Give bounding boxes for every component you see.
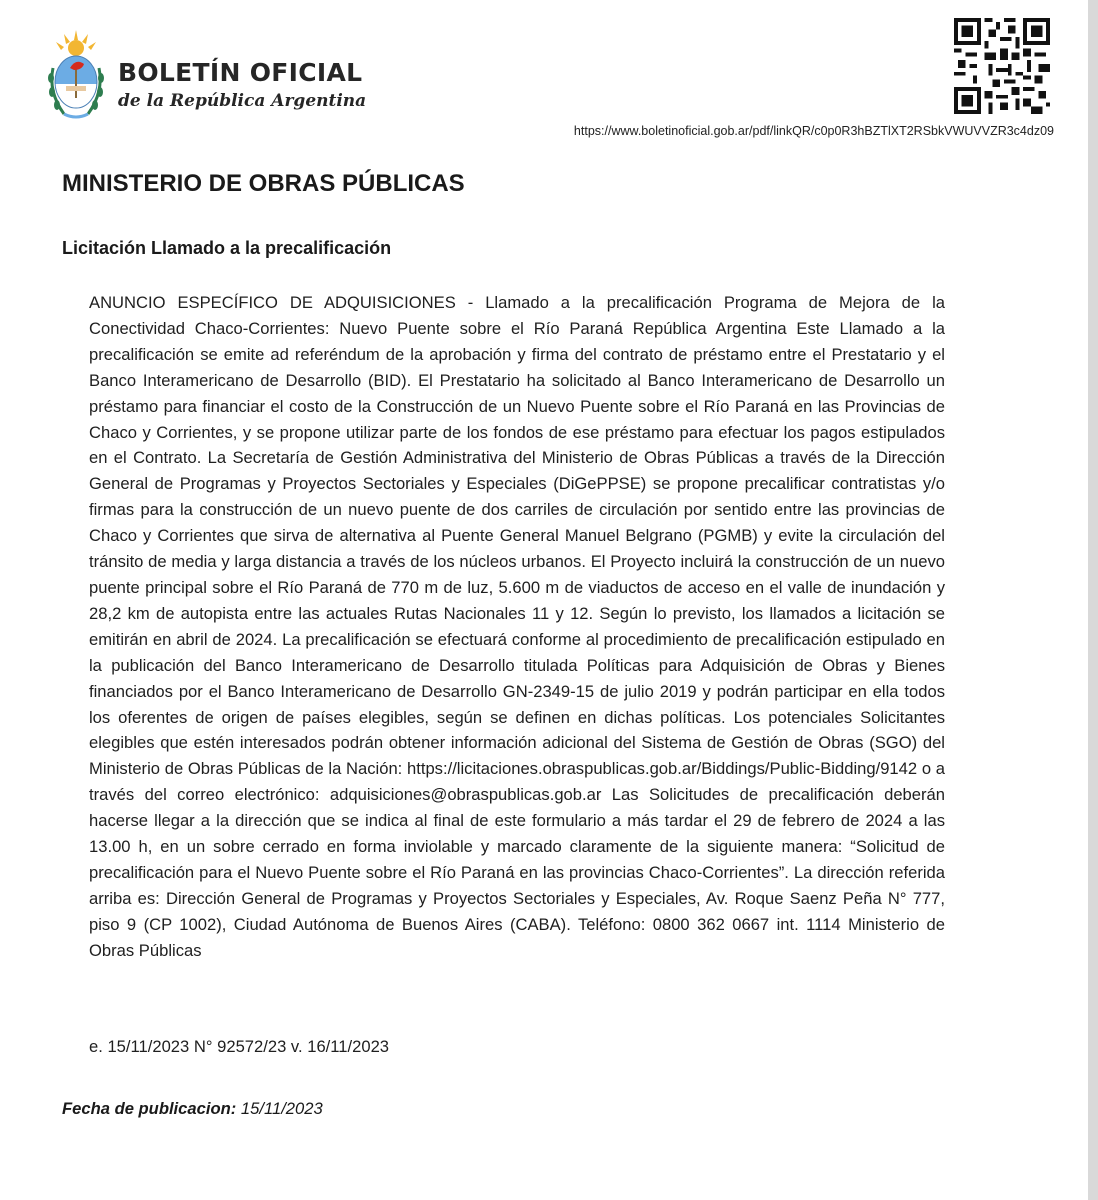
coat-of-arms-icon — [44, 28, 108, 130]
edition-line: e. 15/11/2023 N° 92572/23 v. 16/11/2023 — [89, 1037, 390, 1056]
notice-body: ANUNCIO ESPECÍFICO DE ADQUISICIONES - Llamado a la precalificación Programa de Mejora de la Conectividad Chaco-Corrientes: Nuevo Puente sobre el Río Paraná República Argentina Este Llamado a la precalificación se emite ad referéndum de la aprobación y firma del contrato de préstamo entre el Prestatario y el Banco Interamericano de Desarrollo (BID). El Prestatario ha solicitado al Banco Interamericano de Desarrollo un préstamo para financiar el costo de la Construcción de un Nuevo Puente sobre el Río Paraná en las Provincias de Chaco y Corrientes, y se propone utilizar parte de los fondos de ese préstamo para efectuar los pagos estipulados en el Contrato. La Secretaría de Gestión Administrativa del Ministerio de Obras Públicas a través de la Dirección General de Programas y Proyectos Sectoriales y Especiales (DiGePPSE) se propone precalificar contratistas y/o firmas para la construcción de un nuevo puente de dos carriles de circulación por sentido entre las provincias de Chaco y Corrientes que sirva de alternativa al Puente General Manuel Belgrano (PGMB) y evite la circulación del tránsito de media y larga distancia a través de los núcleos urbanos. El Proyecto incluirá la construcción de un nuevo puente principal sobre el Río Paraná de 770 m de luz, 5.600 m de viaductos de acceso en el valle de inundación y 28,2 km de autopista entre las actuales Rutas Nacionales 11 y 12. Según lo previsto, los llamados a licitación se emitirán en abril de 2024. La precalificación se efectuará conforme al procedimiento de precalificación estipulado en la publicación del Banco Interamericano de Desarrollo titulada Políticas para Adquisición de Obras y Bienes financiados por el Banco Interamericano de Desarrollo GN-2349-15 de julio 2019 y podrán participar en ella todos los oferentes de origen de países elegibles, según se definen en dichas políticas. Los potenciales Solicitantes elegibles que estén interesados podrán obtener información adicional del Sistema de Gestión de Obras (SGO) del Ministerio de Obras Públicas de la Nación: https://licitaciones.obraspublicas.gob.ar/Biddings/Public-Bidding/9142 o a través del correo electrónico: adquisiciones@obraspublicas.gob.ar Las Solicitudes de precalificación deberán hacerse llegar a la dirección que se indica al final de este formulario a más tardar el 29 de febrero de 2024 a las 13.00 h, en un sobre cerrado en forma inviolable y marcado claramente de la siguiente manera: “Solicitud de precalificación para el Nuevo Puente sobre el Río Paraná en las provincias Chaco-Corrientes”. La dirección referida arriba es: Dirección General de Programas y Proyectos Sectoriales y Especiales, Av. Roque Saenz Peña N° 777, piso 9 (CP 1002), Ciudad Autónoma de Buenos Aires (CABA). Teléfono: 0800 362 0667 int. 1114 Ministerio de Obras Públicas — [89, 293, 945, 960]
publication-date-label: Fecha de publicacion: — [62, 1099, 237, 1118]
bulletin-subtitle: de la República Argentina — [118, 91, 367, 111]
publication-date-value: 15/11/2023 — [240, 1099, 323, 1118]
qr-code-icon[interactable] — [954, 18, 1050, 114]
page-edge — [1088, 0, 1098, 1200]
bulletin-header — [0, 0, 1098, 160]
bulletin-title: BOLETÍN OFICIAL — [118, 58, 363, 87]
publication-date — [62, 1099, 323, 1119]
notice-section-title: Licitación Llamado a la precalificación — [62, 238, 392, 258]
qr-link-url[interactable]: https://www.boletinoficial.gob.ar/pdf/linkQR/c0p0R3hBZTlXT2RSbkVWUVVZR3c4dz09 — [573, 124, 1054, 138]
organization-heading: MINISTERIO DE OBRAS PÚBLICAS — [62, 170, 465, 197]
